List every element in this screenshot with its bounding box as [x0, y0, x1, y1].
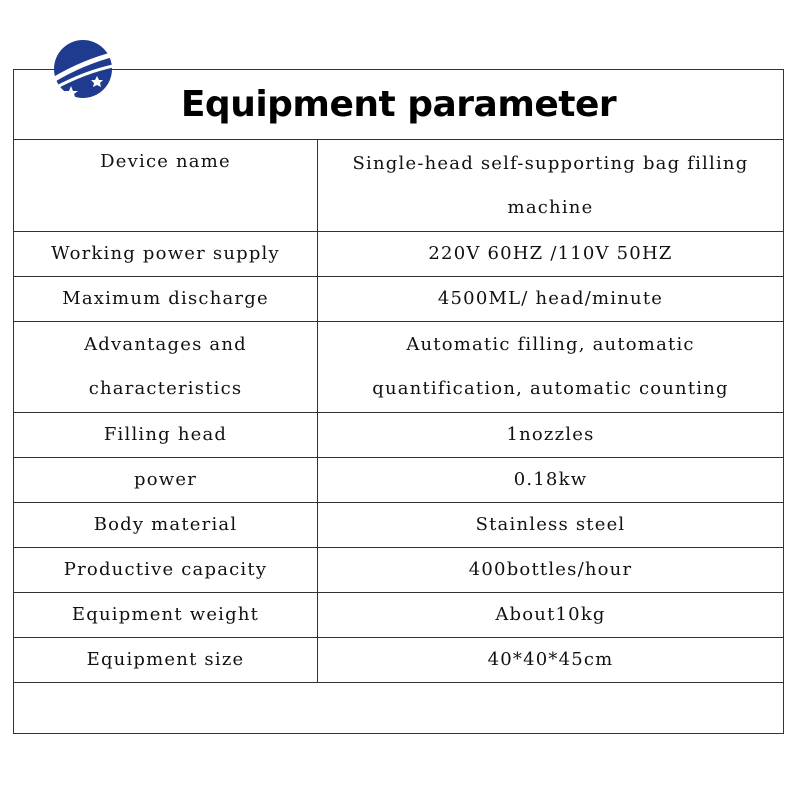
- param-label: Working power supply: [14, 232, 318, 276]
- table-row: [14, 413, 783, 458]
- param-label: power: [14, 458, 318, 502]
- brand-logo: [49, 36, 117, 102]
- table-row: [14, 140, 783, 232]
- empty-footer-row: [14, 683, 783, 727]
- table-title: Equipment parameter: [14, 70, 783, 140]
- param-value: 4500ML/ head/minute: [437, 288, 664, 309]
- param-value: 0.18kw: [513, 469, 588, 490]
- param-value: 1nozzles: [506, 424, 595, 445]
- param-label: Equipment weight: [14, 593, 318, 637]
- table-row: [14, 232, 783, 277]
- table-row: [14, 548, 783, 593]
- param-label: Equipment size: [14, 638, 318, 682]
- table-row: [14, 458, 783, 503]
- param-label: Filling head: [14, 413, 318, 457]
- table-row: [14, 277, 783, 322]
- param-value: Stainless steel: [475, 514, 626, 535]
- param-label: Body material: [14, 503, 318, 547]
- param-label: Maximum discharge: [14, 277, 318, 321]
- table-row: [14, 322, 783, 413]
- param-value: 40*40*45cm: [487, 649, 614, 670]
- param-value: Single-head self-supporting bag filling machine: [352, 152, 749, 218]
- param-label: Productive capacity: [14, 548, 318, 592]
- param-value: 220V 60HZ /110V 50HZ: [428, 243, 673, 264]
- param-label: Device name: [14, 140, 318, 231]
- table-row: [14, 503, 783, 548]
- param-value: Automatic filling, automatic quantification, automatic counting: [372, 334, 729, 399]
- table-row: [14, 638, 783, 683]
- parameter-table: [13, 69, 784, 734]
- param-label: Advantages and characteristics: [14, 322, 318, 412]
- param-value: About10kg: [495, 604, 606, 625]
- table-row: [14, 593, 783, 638]
- param-value: 400bottles/hour: [468, 559, 633, 580]
- globe-star-icon: [49, 36, 117, 102]
